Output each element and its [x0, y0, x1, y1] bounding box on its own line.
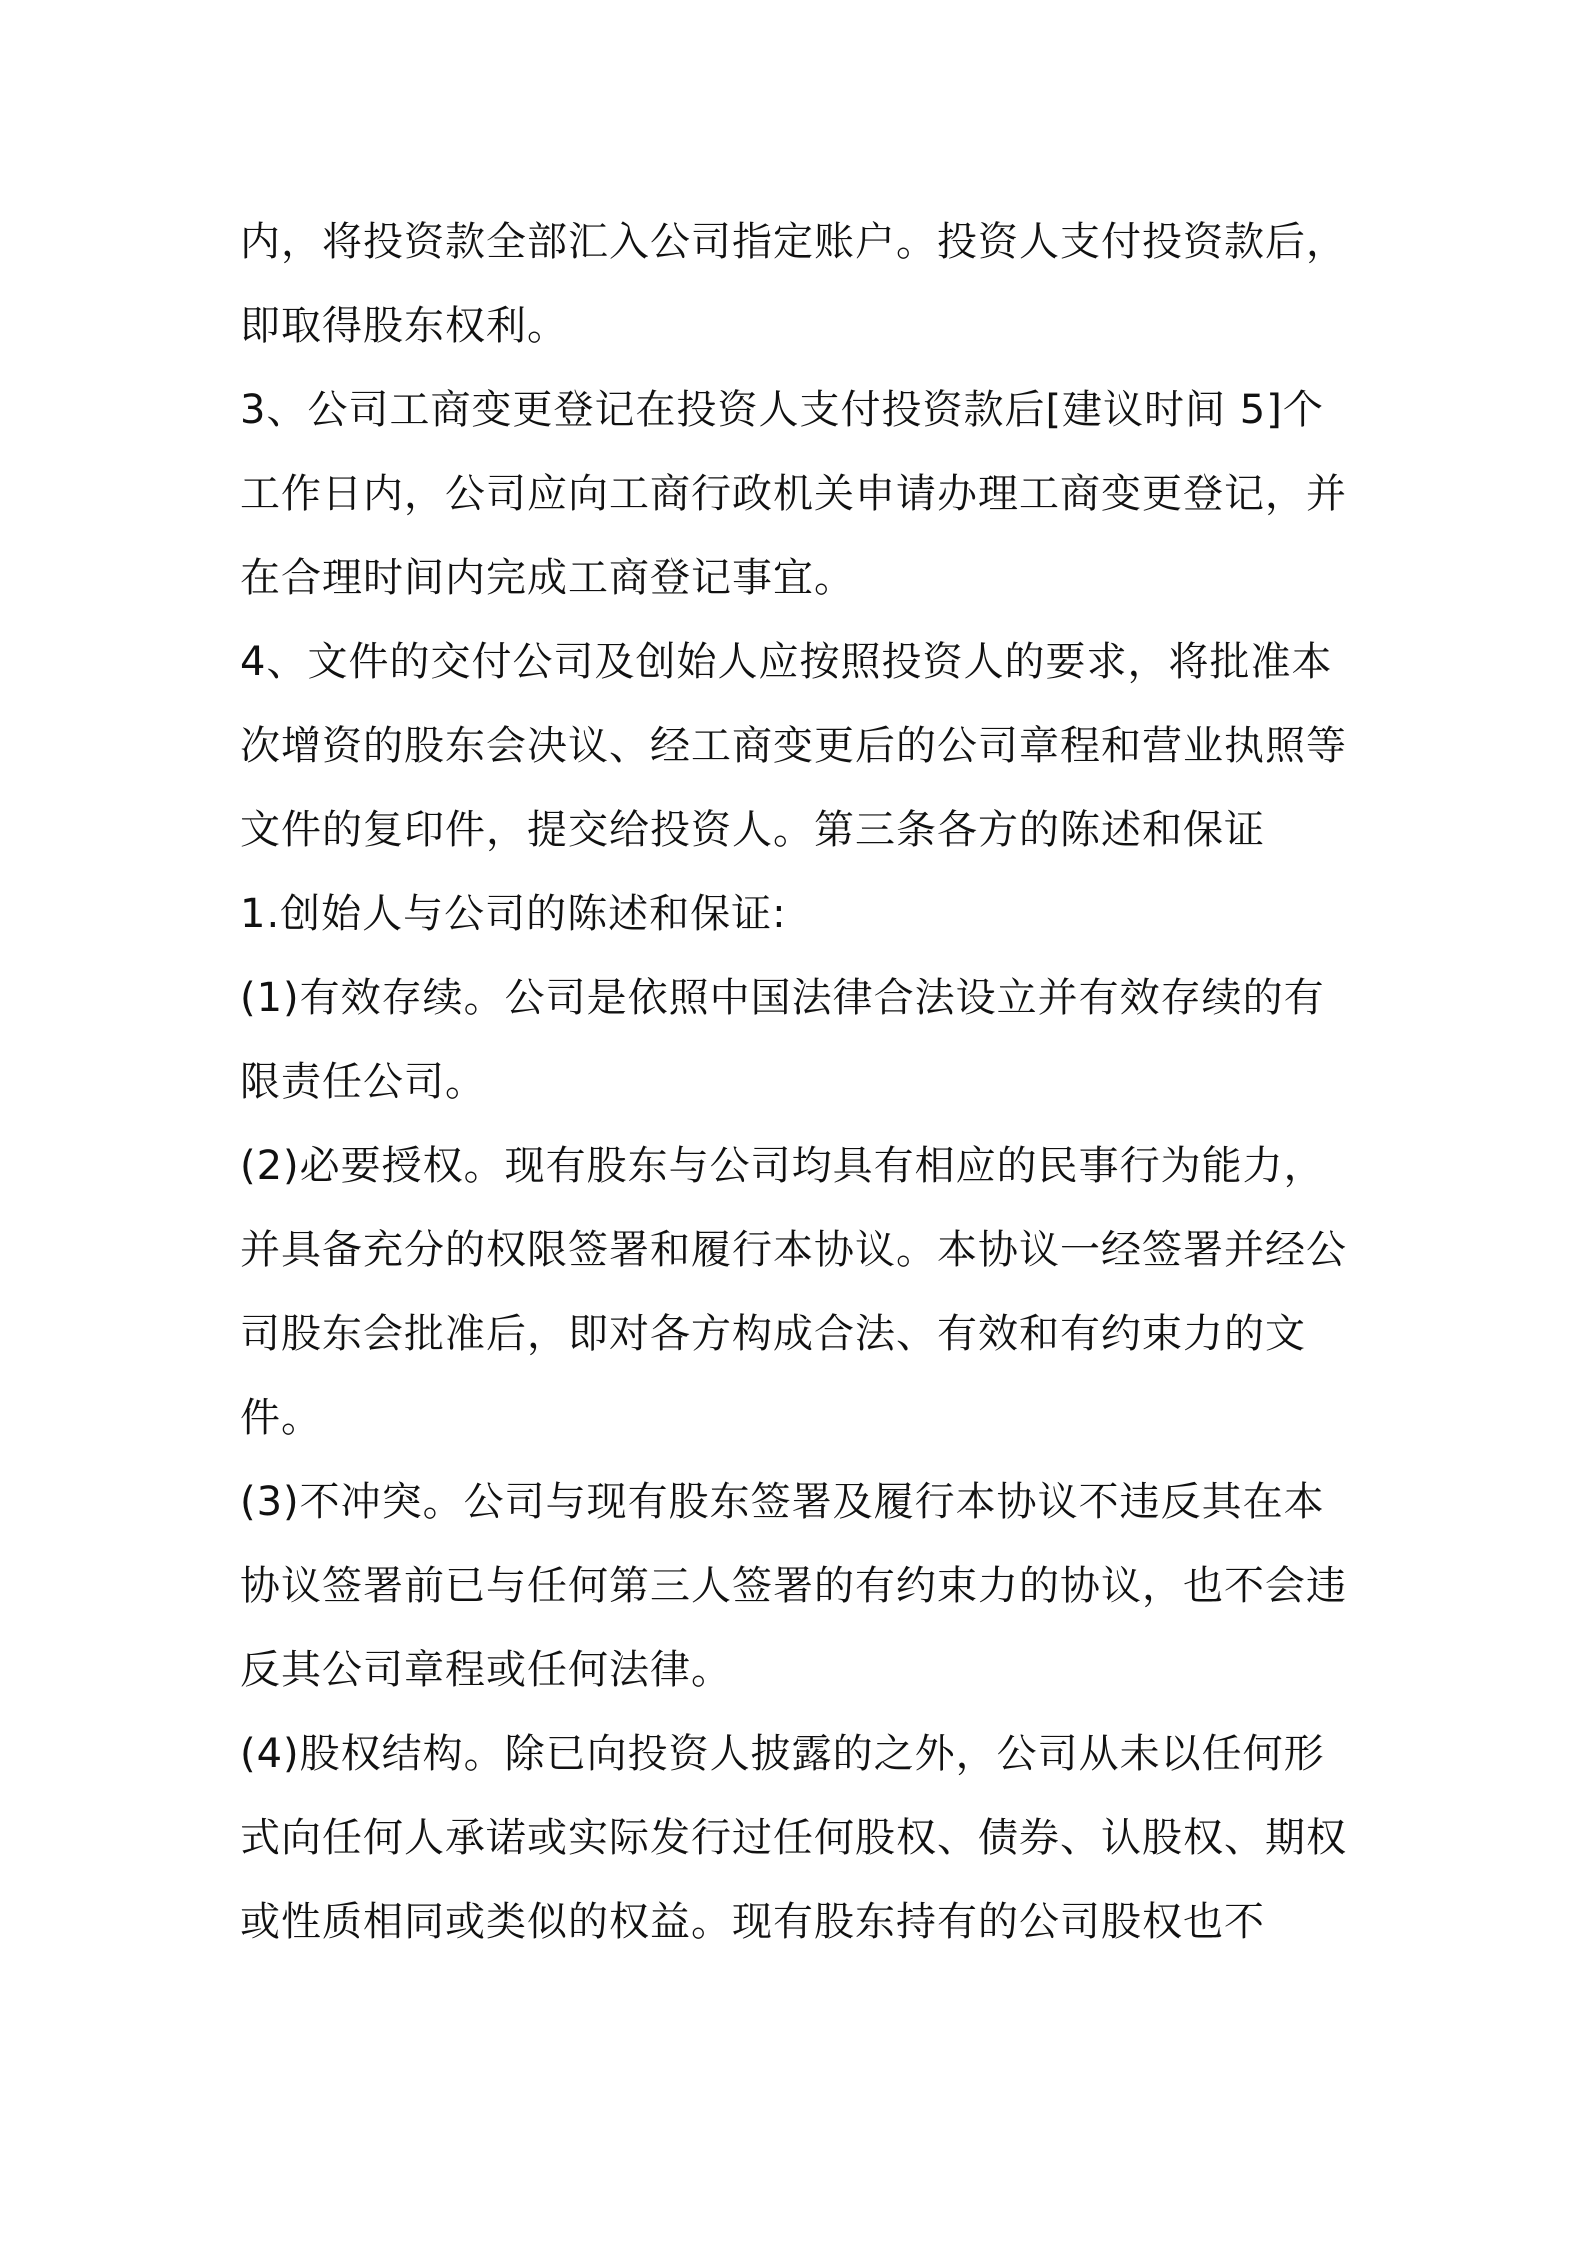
- paragraph-payment-completion: 内，将投资款全部汇入公司指定账户。投资人支付投资款后，即取得股东权利。: [240, 219, 1347, 349]
- document-body: [240, 200, 1360, 1964]
- paragraph-necessary-authorization: (2)必要授权。现有股东与公司均具有相应的民事行为能力，并具备充分的权限签署和履行本协议。本协议一经签署并经公司股东会批准后，即对各方构成合法、有效和有约束力的文件。: [240, 1143, 1347, 1441]
- paragraph-representations-heading: 1.创始人与公司的陈述和保证:: [240, 891, 787, 937]
- paragraph-no-conflict: (3)不冲突。公司与现有股东签署及履行本协议不违反其在本协议签署前已与任何第三人签署的有约束力的协议，也不会违反其公司章程或任何法律。: [240, 1479, 1347, 1693]
- paragraph-equity-structure: (4)股权结构。除已向投资人披露的之外，公司从未以任何形式向任何人承诺或实际发行过任何股权、债券、认股权、期权或性质相同或类似的权益。现有股东持有的公司股权也不: [240, 1731, 1347, 1945]
- paragraph-valid-existence: (1)有效存续。公司是依照中国法律合法设立并有效存续的有限责任公司。: [240, 975, 1325, 1105]
- paragraph-document-delivery: 4、文件的交付公司及创始人应按照投资人的要求，将批准本次增资的股东会决议、经工商变更后的公司章程和营业执照等文件的复印件，提交给投资人。第三条各方的陈述和保证: [240, 639, 1347, 853]
- paragraph-business-registration: 3、公司工商变更登记在投资人支付投资款后[建议时间 5]个工作日内，公司应向工商行政机关申请办理工商变更登记，并在合理时间内完成工商登记事宜。: [240, 387, 1347, 601]
